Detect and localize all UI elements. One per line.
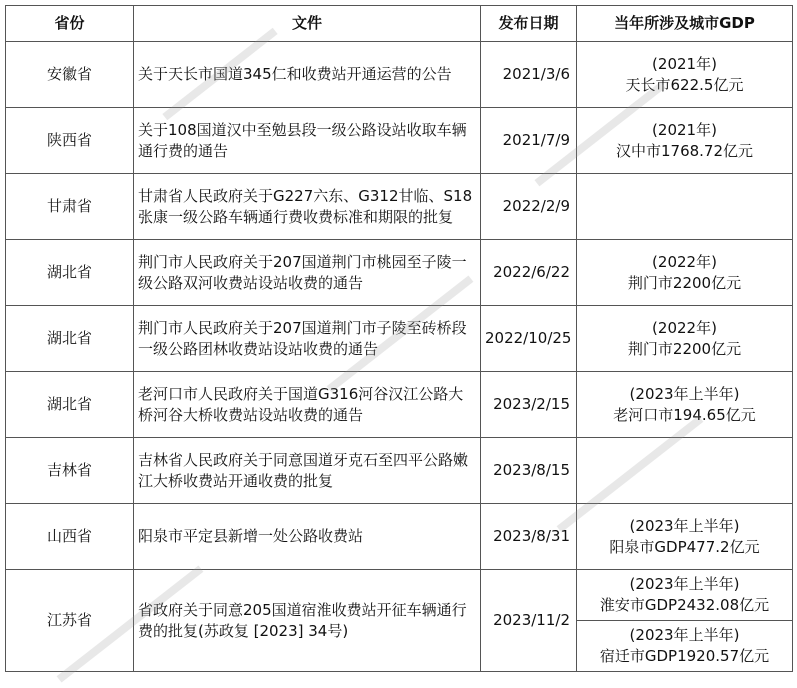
gdp-value: 阳泉市GDP477.2亿元 bbox=[609, 537, 760, 556]
table-row bbox=[6, 240, 793, 306]
header-document: 文件 bbox=[134, 6, 481, 42]
province-cell: 甘肃省 bbox=[6, 174, 134, 240]
gdp-year: (2022年) bbox=[652, 252, 717, 271]
gdp-value: 天长市622.5亿元 bbox=[625, 75, 744, 94]
gdp-value: 宿迁市GDP1920.57亿元 bbox=[599, 647, 770, 665]
date-cell: 2023/8/31 bbox=[481, 504, 577, 570]
gdp-cell bbox=[577, 108, 793, 174]
gdp-year: (2021年) bbox=[652, 120, 717, 139]
document-cell: 省政府关于同意205国道宿淮收费站开征车辆通行费的批复(苏政复 [2023] 34号) bbox=[134, 570, 481, 672]
province-cell: 湖北省 bbox=[6, 372, 134, 438]
gdp-year: (2023年上半年) bbox=[629, 575, 740, 593]
document-cell: 荆门市人民政府关于207国道荆门市子陵至砖桥段一级公路团林收费站设站收费的通告 bbox=[134, 306, 481, 372]
date-cell: 2023/8/15 bbox=[481, 438, 577, 504]
header-province: 省份 bbox=[6, 6, 134, 42]
province-cell: 江苏省 bbox=[6, 570, 134, 672]
document-cell: 阳泉市平定县新增一处公路收费站 bbox=[134, 504, 481, 570]
gdp-value: 淮安市GDP2432.08亿元 bbox=[599, 596, 770, 614]
gdp-value: 荆门市2200亿元 bbox=[627, 273, 742, 292]
header-gdp: 当年所涉及城市GDP bbox=[577, 6, 793, 42]
toll-station-table bbox=[5, 5, 793, 672]
table-row bbox=[6, 438, 793, 504]
date-cell: 2023/11/2 bbox=[481, 570, 577, 672]
table-row bbox=[6, 174, 793, 240]
document-cell: 关于108国道汉中至勉县段一级公路设站收取车辆通行费的通告 bbox=[134, 108, 481, 174]
document-cell: 关于天长市国道345仁和收费站开通运营的公告 bbox=[134, 42, 481, 108]
date-cell: 2021/7/9 bbox=[481, 108, 577, 174]
gdp-year: (2021年) bbox=[652, 54, 717, 73]
gdp-year: (2022年) bbox=[652, 318, 717, 337]
table-row bbox=[6, 306, 793, 372]
table-row bbox=[6, 372, 793, 438]
province-cell: 吉林省 bbox=[6, 438, 134, 504]
gdp-cell bbox=[577, 372, 793, 438]
gdp-year: (2023年上半年) bbox=[629, 626, 740, 644]
gdp-cell bbox=[577, 174, 793, 240]
date-cell: 2022/10/25 bbox=[481, 306, 577, 372]
gdp-cell bbox=[577, 504, 793, 570]
gdp-year: (2023年上半年) bbox=[629, 384, 740, 403]
header-date: 发布日期 bbox=[481, 6, 577, 42]
document-cell: 荆门市人民政府关于207国道荆门市桃园至子陵一级公路双河收费站设站收费的通告 bbox=[134, 240, 481, 306]
table-row bbox=[6, 570, 793, 621]
gdp-cell bbox=[577, 306, 793, 372]
document-cell: 老河口市人民政府关于国道G316河谷汉江公路大桥河谷大桥收费站设站收费的通告 bbox=[134, 372, 481, 438]
date-cell: 2022/6/22 bbox=[481, 240, 577, 306]
date-cell: 2023/2/15 bbox=[481, 372, 577, 438]
gdp-cell bbox=[577, 570, 793, 621]
table-row bbox=[6, 42, 793, 108]
table-row bbox=[6, 504, 793, 570]
province-cell: 陕西省 bbox=[6, 108, 134, 174]
gdp-cell bbox=[577, 240, 793, 306]
header-row bbox=[6, 6, 793, 42]
table-row bbox=[6, 108, 793, 174]
gdp-value: 荆门市2200亿元 bbox=[627, 339, 742, 358]
province-cell: 湖北省 bbox=[6, 240, 134, 306]
date-cell: 2022/2/9 bbox=[481, 174, 577, 240]
gdp-cell bbox=[577, 621, 793, 672]
province-cell: 安徽省 bbox=[6, 42, 134, 108]
gdp-year: (2023年上半年) bbox=[629, 516, 740, 535]
gdp-value: 汉中市1768.72亿元 bbox=[615, 141, 754, 160]
date-cell: 2021/3/6 bbox=[481, 42, 577, 108]
document-cell: 甘肃省人民政府关于G227六东、G312甘临、S18张康一级公路车辆通行费收费标准和期限的批复 bbox=[134, 174, 481, 240]
gdp-value: 老河口市194.65亿元 bbox=[613, 405, 756, 424]
province-cell: 湖北省 bbox=[6, 306, 134, 372]
document-cell: 吉林省人民政府关于同意国道牙克石至四平公路嫩江大桥收费站开通收费的批复 bbox=[134, 438, 481, 504]
gdp-cell bbox=[577, 438, 793, 504]
gdp-cell bbox=[577, 42, 793, 108]
province-cell: 山西省 bbox=[6, 504, 134, 570]
